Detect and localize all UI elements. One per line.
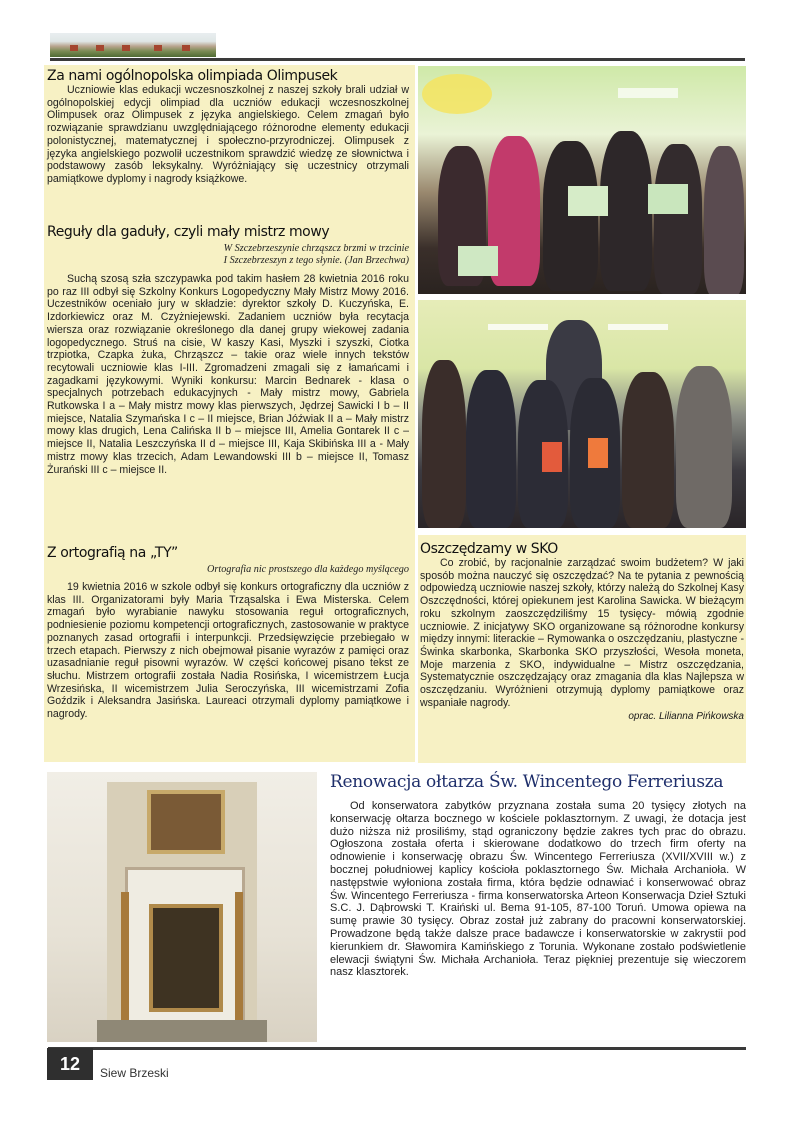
mistrz-mowy-body: Suchą szosą szła szczypawka pod takim hasłem 28 kwietnia 2016 roku po raz III odbył się Szkolny Konkurs Logopedyczny Mały Mistrz Mowy 2016. Uczestników oceniało jury w składzie: dyrektor szkoły D. Kuczyńska, E. Izdorkiewicz oraz M. Czyżniejewski. Zadaniem uczniów była recytacja wiersza oraz rozwiązanie określonego dla danej grupy wiekowej zadania logopedycznego. Struś na cisie, W kaszy Kasi, Myszki i szyszki, Ciotka trzpiotka, Czapka żuka, Chrząszcz – takie oraz wiele innych tekstów recytowali uczniowie klas I-III. Zgromadzeni zmagali się z łamańcami i zagadkami językowymi. Wyniki konkursu: Marcin Bednarek - klasa o specjalnych potrzebach edukacyjnych - Mały mistrz mowy, Gabriela Rutkowska I a – Mały mistrz mowy klas pierwszych, Jędrzej Sawicki I b – II miejsce, Natalia Szymańska I c – II miejsce, Brian Jóźwiak II a – Mały mistrz mowy klas drugich, Lena Calińska II b – miejsce III, Amelia Gontarek II c – miejsce II, Natalia Leszczyńska II d – miejsce III, Kaja Skibińska III a - Mały mistrz mowy klas trzecich, Adam Lewandowski III b – miejsce II, Tomasz Żurański III c – miejsce II. — [47, 273, 409, 476]
ortografia-title: Z ortografią na „TY” — [47, 545, 178, 561]
publication-name: Siew Brzeski — [100, 1066, 169, 1080]
mistrz-mowy-epigraph-2: I Szczebrzeszyn z tego słynie. (Jan Brzechwa) — [223, 255, 409, 266]
footer-rule — [48, 1047, 746, 1050]
sko-title: Oszczędzamy w SKO — [420, 541, 558, 557]
oltarz-title: Renowacja ołtarza Św. Wincentego Ferreriusza — [330, 772, 724, 792]
page-number: 12 — [47, 1048, 93, 1080]
olimpusek-body: Uczniowie klas edukacji wczesnoszkolnej z naszej szkoły brali udział w ogólnopolskiej edycji olimpiad dla uczniów edukacji wczesnoszkolnej Olimpusek oraz Olimpusek z języka angielskiego. Celem zmagań było rozwiązanie sprawdzianu uwzględniającego różnorodne elementy edukacji polonistycznej, matematycznej i społeczno-przyrodniczej. Olimpusek z języka angielskiego pozwolił uczestnikom sprawdzić wiedzę ze słownictwa i podstawowy zasób leksykalny. Wyróżniający się uczestnicy otrzymali pamiątkowe dyplomy i nagrody książkowe. — [47, 84, 409, 185]
photo-altar — [47, 772, 317, 1042]
photo-mistrz-mowy-winners — [418, 300, 746, 528]
oltarz-article — [320, 772, 748, 1042]
left-text-column — [44, 65, 415, 762]
mistrz-mowy-title: Reguły dla gaduły, czyli mały mistrz mowy — [47, 224, 330, 240]
sko-article — [418, 535, 746, 763]
header-rule — [50, 58, 745, 61]
header-village-photo — [50, 33, 216, 57]
oltarz-body: Od konserwatora zabytków przyznana została suma 20 tysięcy złotych na konserwację ołtarza bocznego w kościele poklasztornym. Z uwagi, że dotacja jest dużo niższa niż prosiliśmy, stąd ograniczony będzie zakres tych prac do obrazu. Ogłoszona została oferta i skierowane dodatkowo do trzech firm oferty na odnowienie i konserwację obrazu Św. Wincentego Ferreriusza (XVII/XVIII w.) z bocznej południowej kaplicy kościoła poklasztornego Św. Michała Archanioła. W następstwie wyłoniona została firma, która będzie odnawiać i konserwować obraz Św. Wincentego Ferreriusza - firma konserwatorska Arteon Konserwacja Dzieł Sztuki S.C. J. Dąbrowski T. Kraiński ul. Bema 91-105, 87-100 Toruń. Umowa opiewa na sumę prawie 30 tysięcy. Obraz został już zabrany do pracowni konserwatorskiej. Prowadzone będą także dalsze prace badawcze i konserwatorskie w zakrystii pod kierunkiem dr. Sławomira Kamińskiego z Torunia. Wykonane zostało podświetlenie elewacji świątyni Św. Michała Archanioła. Teraz piękniej prezentuje się wieczorem nasz klasztorek. — [330, 800, 746, 979]
sko-body: Co zrobić, by racjonalnie zarządzać swoim budżetem? W jaki sposób można nauczyć się oszczędzać? Na te pytania z pewnością odpowiedzą uczniowie naszej szkoły, którzy należą do Szkolnej Kasy Oszczędności, której opiekunem jest Karolina Sawicka. W bieżącym roku szkolnym zaoszczędziliśmy 15 tysięcy- mówią zgodnie uczniowie. Z inicjatywy SKO organizowane są różnorodne konkursy między innymi: literackie – Rymowanka o oszczędzaniu, plastyczne - Świnka skarbonka, Skarbonka SKO przyszłości, Wesoła moneta, Moje marzenia z SKO, indywidualne – Mistrz oszczędzania, Systematycznie oszczędzający oraz zmagania dla klas Najlepsza w oszczędzaniu. Wyróżnieni otrzymują dyplomy pamiątkowe oraz wspaniałe nagrody. — [420, 557, 744, 709]
ortografia-body: 19 kwietnia 2016 w szkole odbył się konkurs ortograficzny dla uczniów z klas III. Organizatorami były Maria Trząsalska i Ewa Misterska. Celem zmagań było wyrabianie nawyku stosowania reguł ortograficznych, podniesienie poziomu kompetencji ortograficznych, zastosowanie w praktyce poznanych zasad ortografii i interpunkcji. Przedsięwzięcie przebiegało w trzech etapach. Pierwszy z nich obejmował pisanie wyrazów z pamięci oraz uzasadnianie reguł pisowni wyrazów. W części końcowej pisano tekst ze słuchu. Mistrzem ortografii została Nadia Rosińska, I wicemistrzem Łucja Wrzesińska, II wicemistrzem Julia Seroczyńska, III wicemistrzami Zofia Goździk i Aleksandra Jasińska. Laureaci otrzymali dyplomy pamiątkowe i nagrody. — [47, 581, 409, 721]
photo-olimpusek-winners — [418, 66, 746, 294]
olimpusek-title: Za nami ogólnopolska olimpiada Olimpusek — [47, 68, 338, 84]
mistrz-mowy-epigraph-1: W Szczebrzeszynie chrząszcz brzmi w trzcinie — [223, 243, 409, 254]
sko-signature: oprac. Lilianna Pińkowska — [628, 711, 744, 723]
ortografia-epigraph: Ortografia nic prostszego dla każdego myślącego — [207, 564, 409, 575]
